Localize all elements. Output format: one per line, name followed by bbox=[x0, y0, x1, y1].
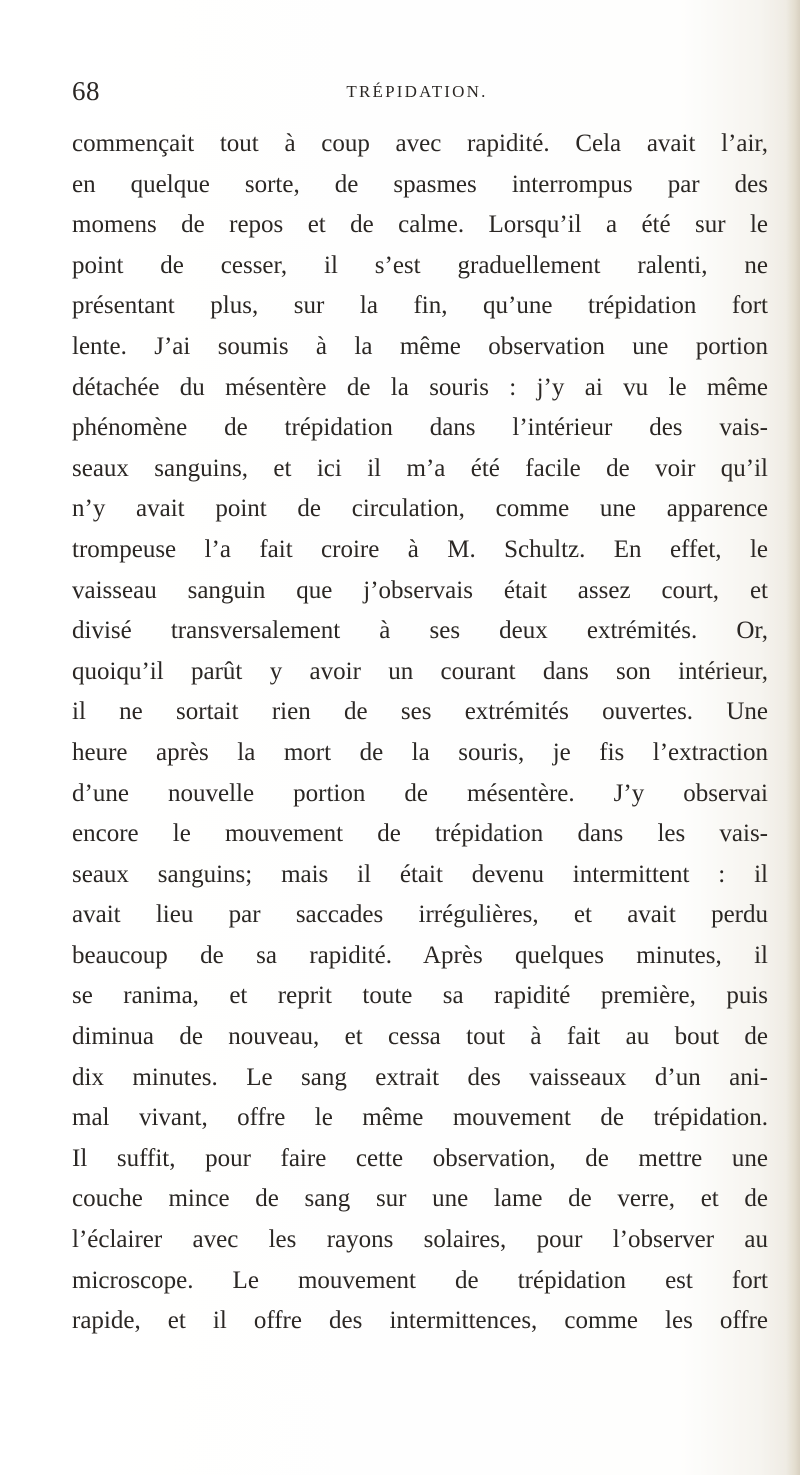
text-line: en quelque sorte, de spasmes interrompus par des bbox=[72, 170, 768, 198]
text-line: quoiqu’il parût y avoir un courant dans son intérieur, bbox=[72, 657, 768, 685]
running-title: TRÉPIDATION. bbox=[346, 82, 488, 101]
text-line: dix minutes. Le sang extrait des vaisseaux d’un ani- bbox=[72, 1063, 768, 1091]
text-line: heure après la mort de la souris, je fis l’extraction bbox=[72, 738, 768, 766]
text-line: avait lieu par saccades irrégulières, et avait perdu bbox=[72, 901, 768, 929]
text-line: il ne sortait rien de ses extrémités ouvertes. Une bbox=[72, 698, 768, 726]
text-line: seaux sanguins, et ici il m’a été facile de voir qu’il bbox=[72, 454, 768, 482]
text-line: phénomène de trépidation dans l’intérieur des vais- bbox=[72, 414, 768, 442]
text-line: présentant plus, sur la fin, qu’une trépidation fort bbox=[72, 292, 768, 320]
text-line: couche mince de sang sur une lame de verre, et de bbox=[72, 1185, 768, 1213]
text-line: point de cesser, il s’est graduellement ralenti, ne bbox=[72, 251, 768, 279]
text-line: divisé transversalement à ses deux extrémités. Or, bbox=[72, 617, 768, 645]
text-line: seaux sanguins; mais il était devenu intermittent : il bbox=[72, 860, 768, 888]
text-line: trompeuse l’a fait croire à M. Schultz. En effet, le bbox=[72, 535, 768, 563]
text-line: détachée du mésentère de la souris : j’y ai vu le même bbox=[72, 373, 768, 401]
text-line: se ranima, et reprit toute sa rapidité première, puis bbox=[72, 982, 768, 1010]
text-line: l’éclairer avec les rayons solaires, pour l’observer au bbox=[72, 1226, 768, 1254]
page-edge-shadow bbox=[786, 0, 800, 1475]
text-line: diminua de nouveau, et cessa tout à fait au bout de bbox=[72, 1023, 768, 1051]
body-text bbox=[72, 124, 768, 1342]
text-line: commençait tout à coup avec rapidité. Cela avait l’air, bbox=[72, 130, 768, 157]
text-line: Il suffit, pour faire cette observation, de mettre une bbox=[72, 1144, 768, 1172]
text-line: lente. J’ai soumis à la même observation une portion bbox=[72, 332, 768, 360]
text-line: n’y avait point de circulation, comme une apparence bbox=[72, 495, 768, 523]
text-line: mal vivant, offre le même mouvement de trépidation. bbox=[72, 1104, 768, 1132]
page-number: 68 bbox=[72, 76, 100, 106]
text-line: encore le mouvement de trépidation dans les vais- bbox=[72, 820, 768, 848]
text-line: beaucoup de sa rapidité. Après quelques minutes, il bbox=[72, 941, 768, 969]
text-line: momens de repos et de calme. Lorsqu’il a été sur le bbox=[72, 211, 768, 239]
text-line: d’une nouvelle portion de mésentère. J’y observai bbox=[72, 779, 768, 807]
page-header bbox=[72, 76, 762, 116]
text-line: microscope. Le mouvement de trépidation est fort bbox=[72, 1266, 768, 1294]
text-line: vaisseau sanguin que j’observais était assez court, et bbox=[72, 576, 768, 604]
text-line: rapide, et il offre des intermittences, comme les offre bbox=[72, 1307, 768, 1335]
